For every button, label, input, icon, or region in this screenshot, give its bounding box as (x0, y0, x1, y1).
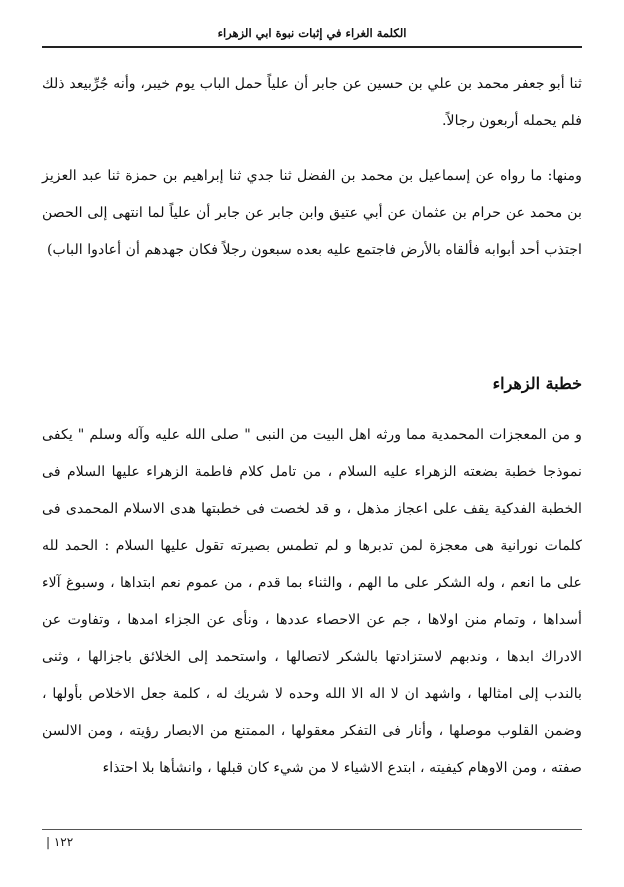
section-heading: خطبة الزهراء (492, 374, 582, 393)
paragraph-1 (42, 66, 582, 140)
paragraph-2-text: ومنها: ما رواه عن إسماعيل بن محمد بن الفضل ثنا جدي ثنا إبراهيم بن حمزة ثنا عبد العزيز بن محمد عن حرام بن عثمان عن أبي عتيق وابن جابر عن جابر أن علياً لما انتهى إلى الحصن اجتذب أحد أبوابه فألقاه بالأرض فاجتمع عليه بعده سبعون رجلاً فكان جهدهم أن أعادوا الباب) (42, 168, 582, 258)
paragraph-1-text: ثنا أبو جعفر محمد بن علي بن حسين عن جابر أن علياً حمل الباب يوم خيبر، وأنه جُرِّبيعد ذلك فلم يحمله أربعون رجالاً. (42, 76, 582, 129)
running-header: الكلمة الغراء في إثبات نبوة ابي الزهراء (217, 26, 407, 40)
header-divider (42, 46, 582, 48)
page-number: ١٢٢ | (46, 835, 74, 849)
paragraph-2 (42, 158, 582, 269)
paragraph-3 (42, 417, 582, 787)
paragraph-3-text: و من المعجزات المحمدية مما ورثه اهل البيت من النبى " صلى الله عليه وآله وسلم " يكفى نموذجا خطبة بضعته الزهراء عليه السلام ، من تامل كلام فاطمة الزهراء عليها السلام فى الخطبة الفدكية يقف على اعجاز مذهل ، و قد لخصت فى خطبتها هدى الاسلام المحمدى فى كلمات نورانية هى معجزة لمن تدبرها و لم تطمس بصيرته تقول عليها السلام : الحمد لله على ما انعم ، وله الشكر على ما الهم ، والثناء بما قدم ، من عموم نعم ابتداها ، وسبوغ آلاء أسداها ، وتمام منن اولاها ، جم عن الاحصاء عددها ، ونأى عن الجزاء امدها ، وتفاوت عن الادراك ابدها ، وندبهم لاستزادتها بالشكر لاتصالها ، واستحمد إلى الخلائق باجزالها ، وثنى بالندب إلى امثالها ، واشهد ان لا اله الا الله وحده لا شريك له ، كلمة جعل الاخلاص بأولها ، وضمن القلوب موصلها ، وأنار فى التفكر معقولها ، الممتنع من الابصار رؤيته ، ومن الالسن صفته ، ومن الاوهام كيفيته ، ابتدع الاشياء لا من شيء كان قبلها ، وانشأها بلا احتذاء (42, 427, 582, 776)
footer-divider (42, 829, 582, 830)
